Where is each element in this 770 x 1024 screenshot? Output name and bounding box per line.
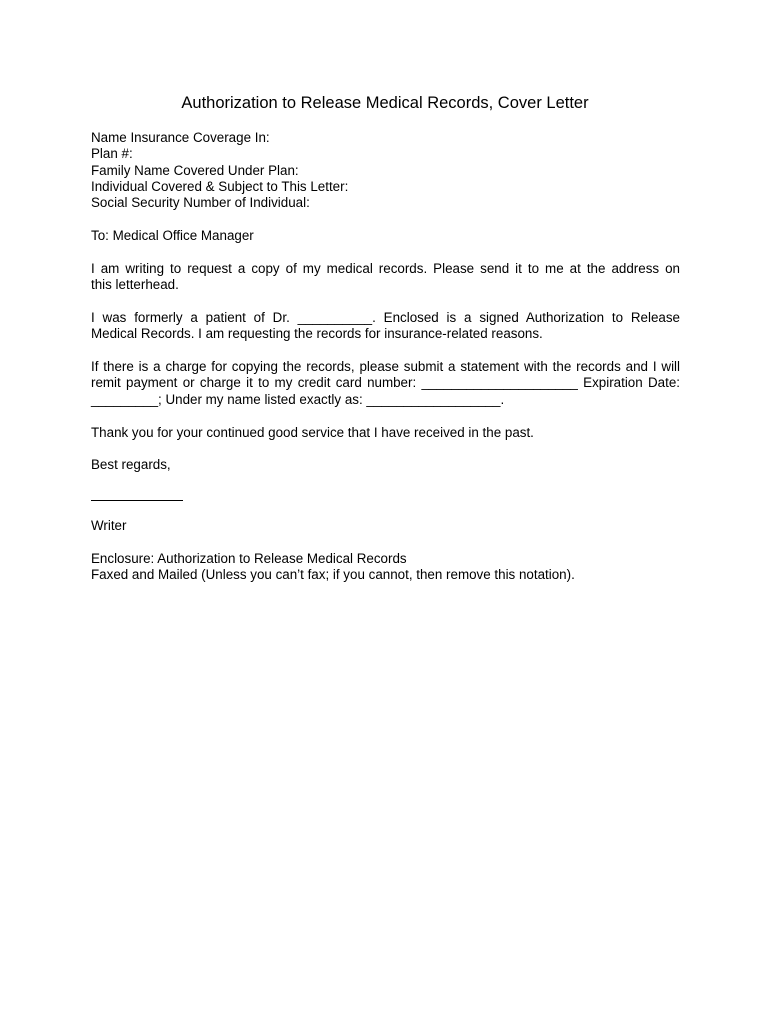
document-title: Authorization to Release Medical Records, Cover Letter [181,94,589,112]
paragraph-charge-line-2: remit payment or charge it to my credit card number: _____________________ Expiration Date: [91,375,680,391]
sign-off [91,457,680,473]
paragraph-patient-line-1: I was formerly a patient of Dr. __________. Enclosed is a signed Authorization to Release [91,310,680,325]
paragraph-patient [91,310,680,343]
closing-thanks [91,425,680,441]
header-field-insurance-coverage: Name Insurance Coverage In: [91,130,270,145]
paragraph-request [91,261,680,294]
header-field-ssn: Social Security Number of Individual: [91,195,310,211]
header-fields [91,130,680,211]
paragraph-charge-line-1: If there is a charge for copying the records, please submit a statement with the records and I will [91,359,680,374]
enclosure-block [91,551,680,584]
paragraph-charge [91,359,680,408]
header-field-family-name: Family Name Covered Under Plan: [91,162,299,178]
header-field-individual-covered: Individual Covered & Subject to This Letter: [91,178,349,194]
paragraph-patient-line-2: Medical Records. I am requesting the records for insurance-related reasons. [91,326,543,342]
enclosure-text: Enclosure: Authorization to Release Medical Records [91,551,407,566]
sign-off-text: Best regards, [91,457,171,472]
delivery-note-text: Faxed and Mailed (Unless you can’t fax; if you cannot, then remove this notation). [91,567,575,583]
signature-line [91,500,183,501]
paragraph-charge-line-3: _________; Under my name listed exactly as: __________________. [91,391,505,407]
paragraph-request-line-1: I am writing to request a copy of my medical records. Please send it to me at the address on [91,261,680,276]
signer-text: Writer [91,518,127,533]
signer [91,518,680,534]
paragraph-request-line-2: this letterhead. [91,277,179,293]
header-field-plan-number: Plan #: [91,146,133,162]
closing-thanks-text: Thank you for your continued good service that I have received in the past. [91,425,534,440]
recipient-line [91,228,680,244]
recipient-text: To: Medical Office Manager [91,228,254,243]
